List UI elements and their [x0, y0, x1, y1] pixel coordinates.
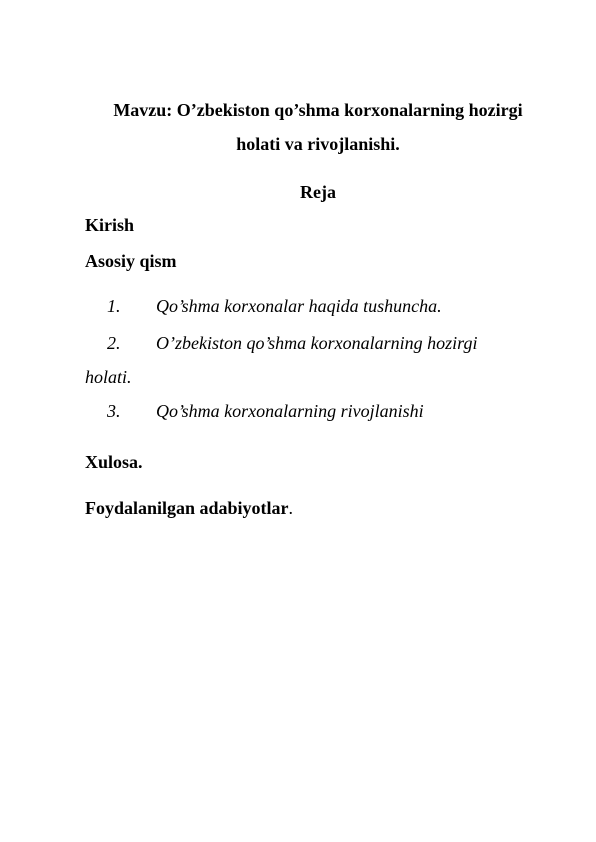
list-item-number: 2.	[107, 333, 121, 353]
list-item-text: Qo’shma korxonalarning rivojlanishi	[156, 401, 424, 421]
title-line-2: holati va rivojlanishi.	[236, 134, 400, 154]
list-item-text: Qo’shma korxonalar haqida tushuncha.	[156, 296, 442, 316]
main-part-heading: Asosiy qism	[85, 251, 177, 271]
intro-heading: Kirish	[85, 215, 135, 235]
list-item-text: O’zbekiston qo’shma korxonalarning hozirgi	[156, 333, 478, 353]
list-item-continuation: holati.	[85, 367, 132, 387]
references-period: .	[288, 498, 294, 518]
references-text: Foydalanilgan adabiyotlar	[85, 498, 289, 518]
conclusion-heading: Xulosa.	[85, 452, 143, 472]
plan-heading: Reja	[300, 182, 336, 202]
title-line-1: Mavzu: O’zbekiston qo’shma korxonalarning hozirgi	[113, 100, 523, 120]
list-item-number: 3.	[107, 401, 121, 421]
list-item-number: 1.	[107, 296, 121, 316]
references-heading	[85, 498, 293, 518]
